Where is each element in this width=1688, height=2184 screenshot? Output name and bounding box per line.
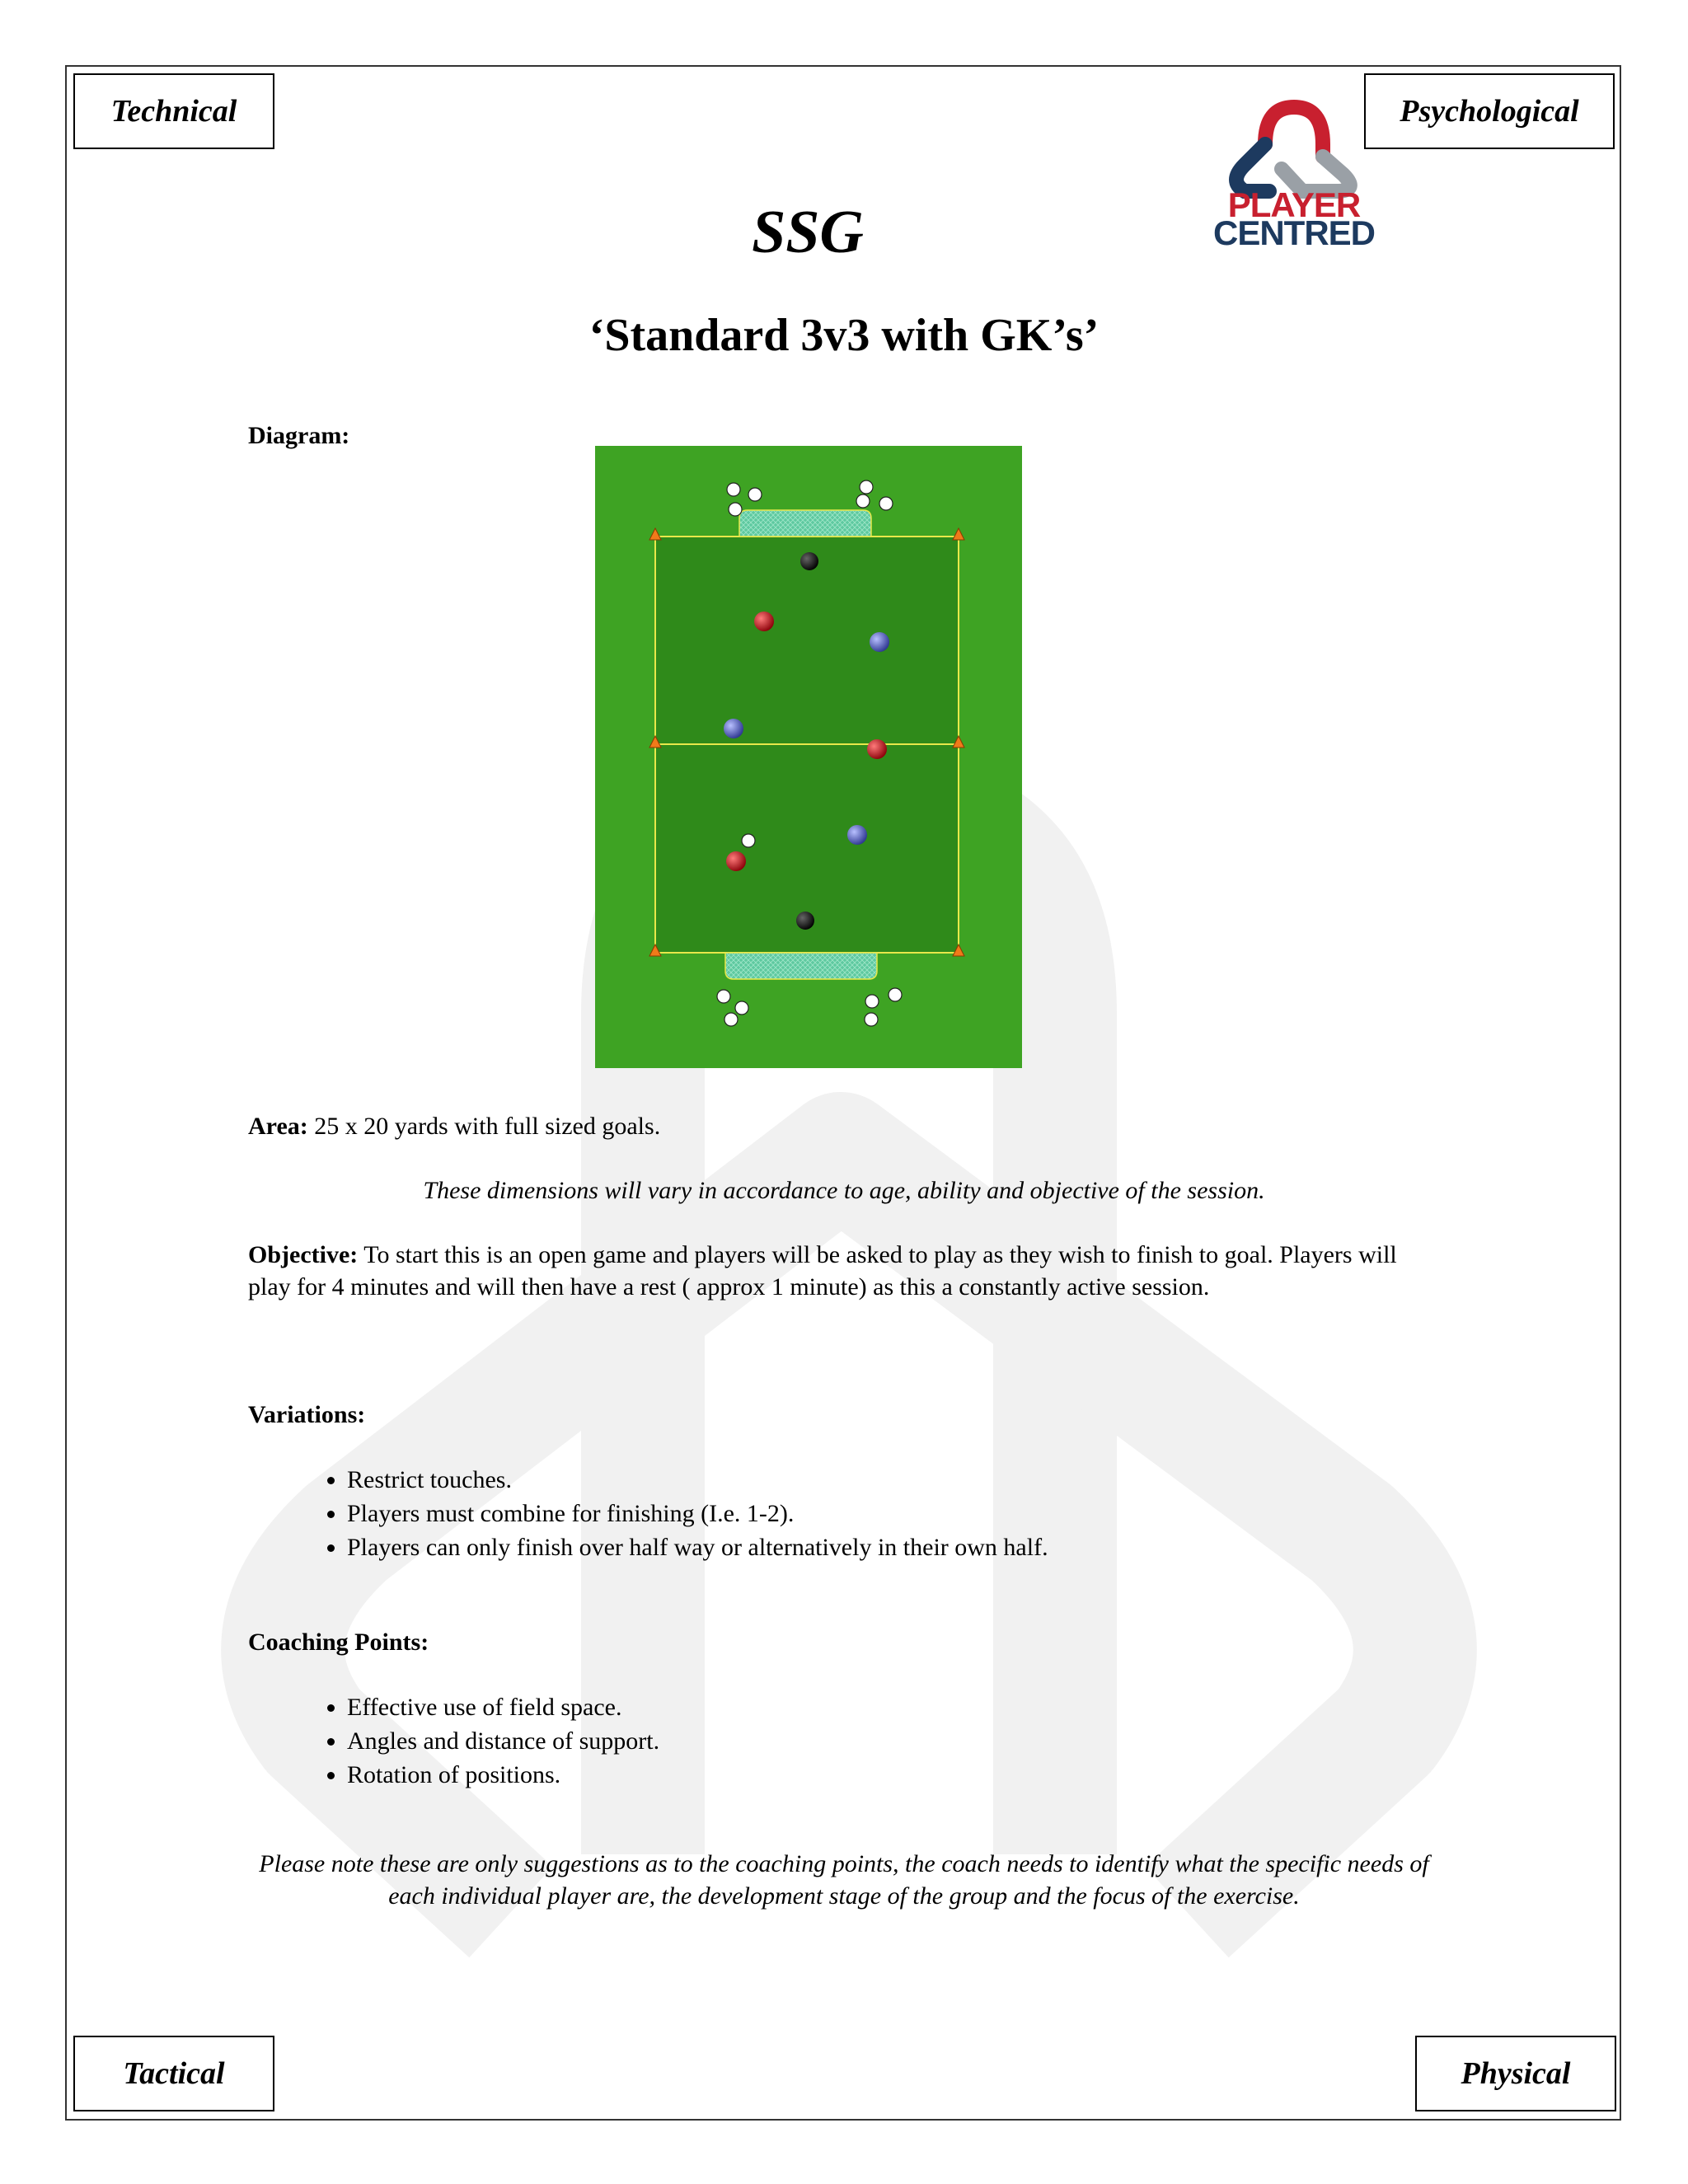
ball-icon xyxy=(865,1013,878,1026)
page-title: SSG xyxy=(752,199,864,266)
player-red xyxy=(726,851,746,871)
ball-icon xyxy=(889,988,902,1001)
list-item: • Players can only finish over half way or alternatively in their own half. xyxy=(347,1530,1048,1564)
objective-text: To start this is an open game and players will be asked to play as they wish to finish to goal. Players will play for 4 minutes and will then have a rest ( approx 1 minute) as this a constantly active session. xyxy=(248,1241,1397,1301)
area-text: 25 x 20 yards with full sized goals. xyxy=(314,1113,661,1140)
corner-label-psychological: Psychological xyxy=(1364,73,1615,149)
logo-text-centred: CENTRED xyxy=(1212,213,1375,252)
list-item: • Restrict touches. xyxy=(347,1463,1048,1497)
ball-icon xyxy=(742,834,755,847)
area-line xyxy=(248,1113,660,1141)
player-blue xyxy=(847,825,867,845)
ball-icon xyxy=(748,488,762,501)
ball-icon xyxy=(860,480,873,494)
player-blue xyxy=(870,632,889,652)
list-item: • Rotation of positions. xyxy=(347,1758,659,1792)
page-subtitle: ‘Standard 3v3 with GK’s’ xyxy=(588,310,1100,361)
ball-icon xyxy=(727,483,740,496)
list-item: • Angles and distance of support. xyxy=(347,1724,659,1758)
player-red xyxy=(754,612,774,631)
player-blue xyxy=(724,719,743,738)
coaching-points-list xyxy=(295,1690,659,1792)
goal-top xyxy=(739,510,871,537)
footnote: Please note these are only suggestions as to the coaching points, the coach needs to identify what the specific needs of each individual player are, the development stage of the group and the focus of the exercise. xyxy=(259,1850,1429,1910)
dimensions-note: These dimensions will vary in accordance to age, ability and objective of the session. xyxy=(423,1177,1265,1204)
ball-icon xyxy=(879,497,893,510)
objective-paragraph xyxy=(248,1239,1418,1303)
list-item: • Effective use of field space. xyxy=(347,1690,659,1724)
area-label: Area: xyxy=(248,1113,308,1140)
player-red xyxy=(867,739,887,759)
corner-label-technical: Technical xyxy=(73,73,274,149)
ball-icon xyxy=(735,1001,748,1015)
pitch-diagram xyxy=(595,446,1022,1068)
variations-heading: Variations: xyxy=(248,1401,366,1428)
coaching-points-heading: Coaching Points: xyxy=(248,1629,429,1656)
diagram-label: Diagram: xyxy=(248,422,350,449)
goalkeeper-bottom xyxy=(796,912,814,930)
ball-icon xyxy=(865,995,879,1008)
ball-icon xyxy=(856,494,870,508)
variations-list xyxy=(295,1463,1048,1564)
corner-label-tactical: Tactical xyxy=(73,2036,274,2111)
goal-bottom xyxy=(725,953,877,979)
ball-icon xyxy=(717,990,730,1003)
ball-icon xyxy=(724,1013,738,1026)
ball-icon xyxy=(729,503,742,516)
list-item: • Players must combine for finishing (I.e. 1-2). xyxy=(347,1497,1048,1530)
logo-text-player: PLAYER xyxy=(1227,185,1361,224)
goalkeeper-top xyxy=(800,552,818,570)
objective-label: Objective: xyxy=(248,1241,359,1268)
corner-label-physical: Physical xyxy=(1415,2036,1616,2111)
